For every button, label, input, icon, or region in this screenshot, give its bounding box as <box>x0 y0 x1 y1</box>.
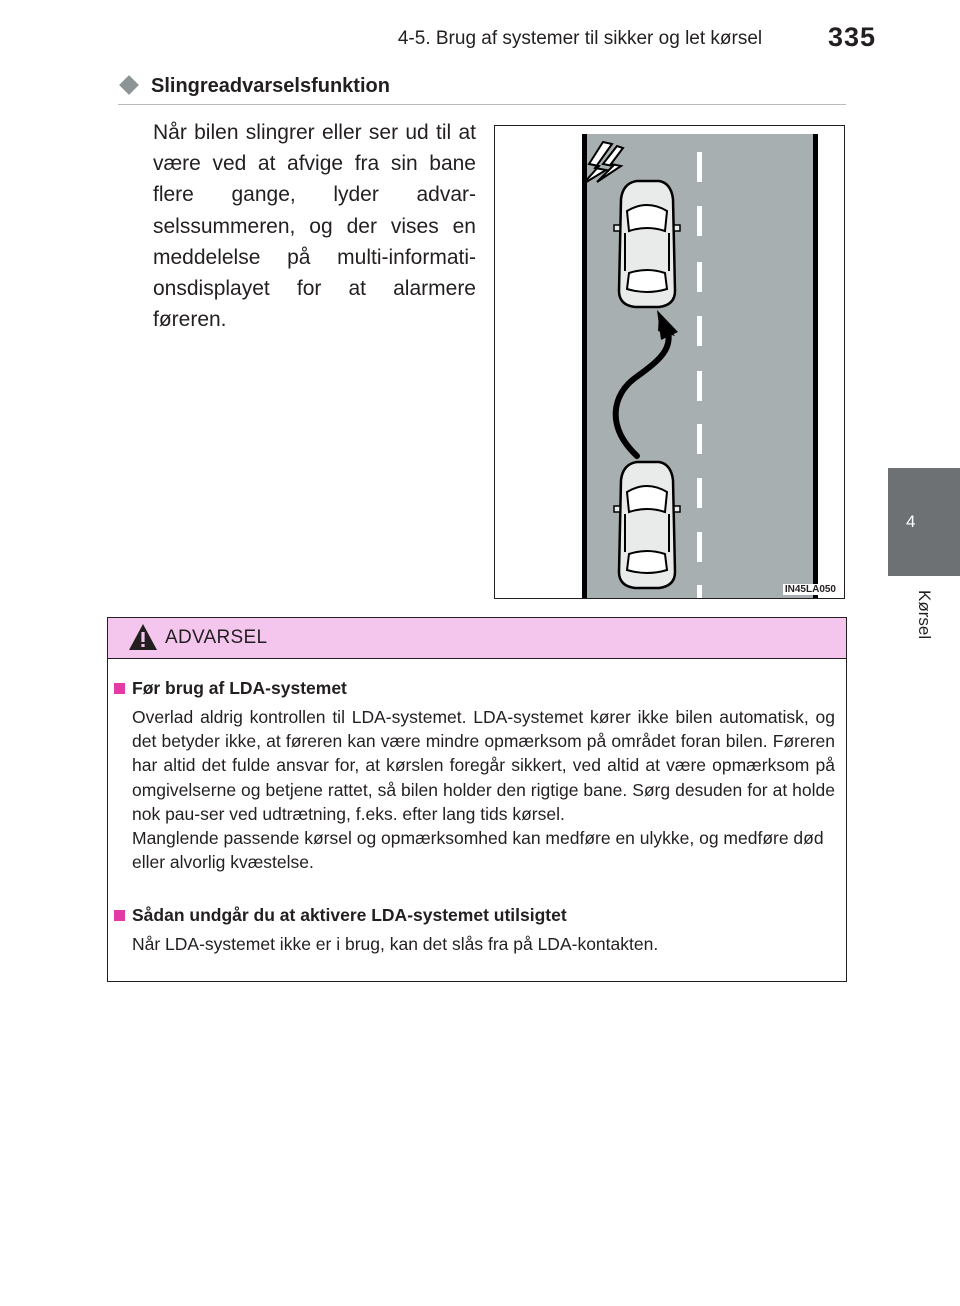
square-bullet-icon <box>114 910 125 921</box>
figure-code: IN45LA050 <box>784 584 836 595</box>
warning-item <box>114 905 834 965</box>
chapter-tab[interactable] <box>888 468 960 576</box>
warning-item-paragraph: Overlad aldrig kontrollen til LDA-systemet. LDA-systemet kører ikke bilen automatisk, og det betyder ikke, at føreren kan være mindre opmærksom på området foran bilen. Føreren har altid det fulde ansvar for, at kørslen foregår sikkert, ved altid at være opmærksom på omgivelserne og betjene rattet, så bilen holder den rigtige bane. Sørg desuden for at holde nok pau-ser ved udtrætning, f.eks. efter lang tids kørsel. <box>132 707 835 824</box>
warning-box <box>107 617 847 982</box>
chapter-number: 4 <box>906 512 916 531</box>
road-edge-right <box>813 134 818 598</box>
running-header: 4-5. Brug af systemer til sikker og let kørsel <box>397 28 763 49</box>
road-edge-left <box>582 134 587 598</box>
section-heading <box>118 72 846 105</box>
warning-item <box>114 678 834 908</box>
car-icon <box>614 462 680 588</box>
warning-label: ADVARSEL <box>165 627 268 648</box>
warning-item-heading: Sådan undgår du at aktivere LDA-systemet utilsigtet <box>132 905 567 925</box>
chapter-label: Kørsel <box>915 590 934 640</box>
warning-item-text <box>132 705 835 874</box>
lane-sway-illustration <box>494 125 845 599</box>
warning-item-paragraph: Manglende passende kørsel og opmærksomhed kan medføre en ulykke, og medføre død eller alvorlig kvæstelse. <box>132 828 824 873</box>
warning-triangle-icon <box>128 623 158 651</box>
section-title: Slingreadvarselsfunktion <box>151 75 390 97</box>
warning-header <box>108 618 846 659</box>
section-body: Når bilen slingrer eller ser ud til at være ved at afvige fra sin bane flere gange, lyder advar-selssummeren, og der vises en meddelelse på multi-informati-onsdisplayet for at alarmere føreren. <box>153 121 476 332</box>
page-number: 335 <box>828 22 877 52</box>
lane-sway-drawing <box>495 126 844 598</box>
warning-item-heading: Før brug af LDA-systemet <box>132 678 347 698</box>
square-bullet-icon <box>114 683 125 694</box>
car-icon <box>614 181 680 307</box>
warning-item-text: Når LDA-systemet ikke er i brug, kan det slås fra på LDA-kontakten. <box>132 934 659 954</box>
diamond-bullet-icon <box>119 75 139 95</box>
